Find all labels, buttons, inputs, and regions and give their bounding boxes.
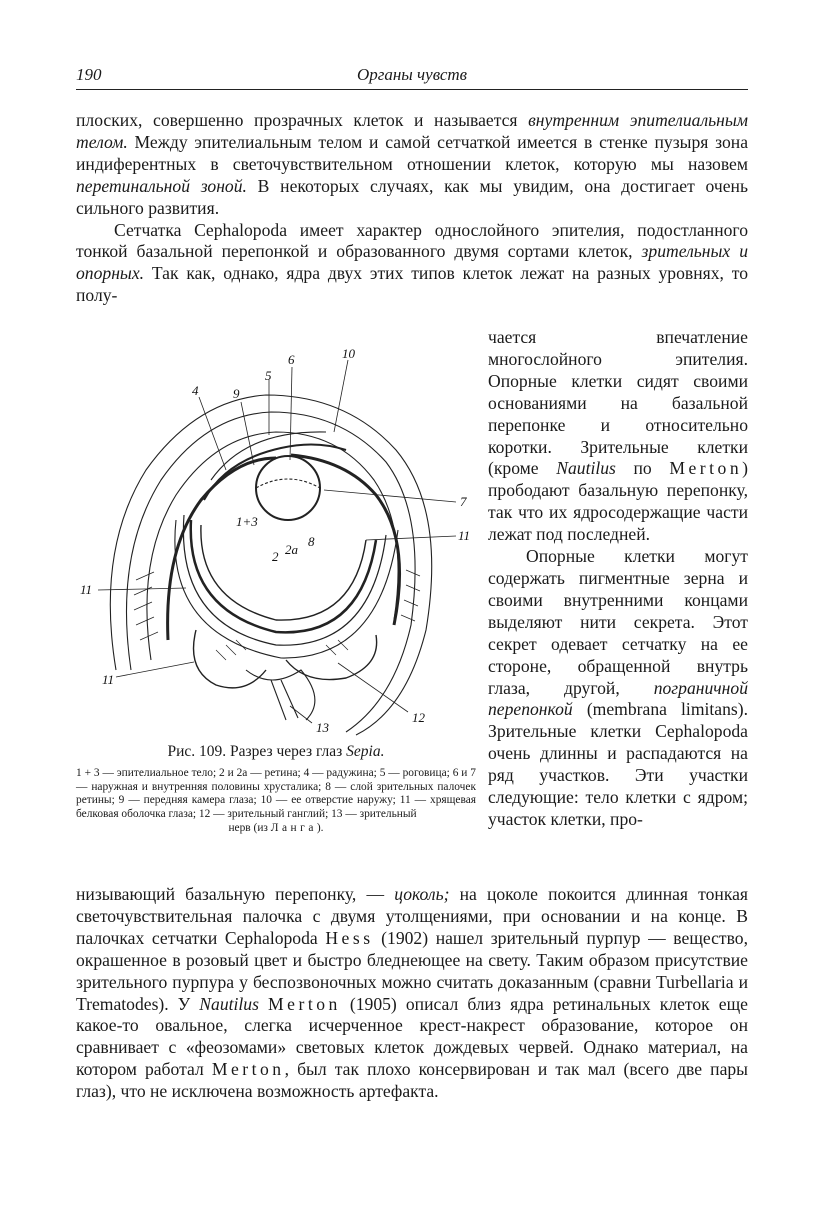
text-run: (membrana limitans). Зрительные клетки Cephalopoda очень длинны и распадаются на ряд участков. Эти участки следующие: тело клетки с ядром; участок клетки, про- [488, 699, 748, 829]
author-name: Hess [325, 927, 374, 948]
term-limiting-membrane: пограничной перепонкой [488, 677, 748, 720]
text-run: на цоколе покоится длинная тонкая светочувствительная палочка с двумя утолщениями, при основании и на конце. В палочках сетчатки Cephalopoda [76, 884, 749, 948]
author-name: Merton [268, 993, 341, 1014]
figure-label: 10 [342, 346, 355, 361]
side-paragraph-2 [488, 546, 748, 831]
text-run: (1905) описал близ ядра ретинальных клеток еще какое-то овальное, слегка исчерченное крест-накрест образование, которое он сравнивает с «феозомами» световых клеток дождевых червей. Однако материал, на котором работал [76, 993, 748, 1080]
text-run: ) прободают базальную перепонку, так что их ядросодержащие части лежат под последней. [488, 458, 748, 545]
figure-label: 12 [412, 710, 425, 725]
caption-legend-end [76, 822, 476, 836]
running-title: Органы чувств [356, 65, 468, 84]
paragraph-2 [76, 220, 748, 308]
genus-name: Nautilus [556, 458, 616, 479]
figure-label: 11 [458, 528, 471, 543]
bottom-text [76, 884, 748, 1103]
author-name: Merton [669, 458, 743, 479]
figure-labels [80, 346, 470, 735]
figure-label: 11 [80, 582, 93, 597]
text-run: нерв (из [228, 821, 271, 834]
figure-label: 11 [102, 672, 115, 687]
caption-title [76, 743, 476, 761]
text-run [259, 994, 268, 1014]
side-column-text [488, 327, 748, 831]
text-run: низывающий базальную перепонку, — [76, 884, 395, 904]
term-internal-epithelial-body: внутренним эпителиальным телом. [76, 110, 748, 152]
author-name: Ланга [270, 821, 317, 834]
caption-legend: 1 + 3 — эпителиальное тело; 2 и 2a — ретина; 4 — радужина; 5 — роговица; 6 и 7 — наружная и внутренняя половины хрусталика; 8 — слой зрительных палочек ретины; 9 — передняя камера глаза; 10 — ее отверстие наружу; 11 — хрящевая белковая оболочка глаза; 12 — зрительный ганглий; 13 — зрительный [76, 767, 476, 821]
term-preretinal-zone: перетинальной зоной. [76, 175, 247, 196]
page-number: 190 [76, 65, 102, 84]
figure-label: 4 [192, 383, 199, 398]
text-run: В некоторых случаях, как мы увидим, она достигает очень сильного развития. [76, 175, 748, 218]
text-run: чается впечатление многослойного эпителия. Опорные клетки сидят своими основаниями на базальной перепонке и относительно коротки. Зрительные клетки (кроме [488, 327, 748, 479]
paragraph-1 [76, 110, 748, 220]
text-run: плоских, совершенно прозрачных клеток и называется [76, 110, 529, 130]
figure-label: 8 [308, 534, 315, 549]
figure-label: 5 [265, 368, 272, 383]
figure-label: 2 [272, 549, 279, 564]
term-socle: цоколь; [394, 884, 450, 904]
figure-label: 1+3 [236, 514, 258, 529]
genus-name: Nautilus [199, 993, 259, 1014]
paragraph-3 [76, 884, 748, 1103]
text-run: Между эпителиальным телом и самой сетчаткой имеется в стенке пузыря зона индиферентных в светочувствительном отношении клеток, которую мы назовем [76, 131, 748, 174]
text-run: (1902) нашел зрительный пурпур — вещество, окрашенное в розовый цвет и быстро бледнеющее на свету. Таким образом присутствие зрительного пурпура у беспозвоночных можно считать доказанным (сравни Turbellaria и Trematodes). У [76, 927, 748, 1014]
term-cell-types: зрительных и опорных. [76, 241, 748, 284]
text-run: , был так плохо консервирован и так мал (всего две пары глаз), что не исключена возможность артефакта. [76, 1059, 748, 1102]
top-text [76, 110, 748, 307]
text-run: по [615, 458, 670, 479]
figure-label: 7 [460, 494, 467, 509]
figure-109-sepia-eye [76, 340, 476, 740]
caption-title-text: Рис. 109. Разрез через глаз [167, 743, 347, 760]
figure-label: 9 [233, 386, 240, 401]
figure-label: 2a [285, 542, 298, 557]
text-run: ). [316, 821, 324, 834]
figure-label: 6 [288, 352, 295, 367]
caption-species: Sepia. [346, 743, 385, 760]
eye-section-drawing [76, 340, 476, 740]
author-name: Merton [211, 1059, 285, 1080]
text-run: Так как, однако, ядра двух этих типов клеток лежат на разных уровнях, то полу- [76, 263, 748, 306]
text-run: Опорные клетки могут содержать пигментные зерна и своими внутренними концами выделяют нити секрета. Этот секрет одевает сетчатку на ее стороне, обращенной внутрь глаза, другой, [488, 546, 748, 698]
page-header [76, 63, 748, 90]
side-paragraph-1 [488, 327, 748, 546]
figure-label: 13 [316, 720, 329, 735]
figure-caption [76, 743, 476, 836]
text-run: Сетчатка Cephalopoda имеет характер однослойного эпителия, подостланного тонкой базальной перепонкой и образованного двумя сортами клеток, [76, 219, 748, 262]
